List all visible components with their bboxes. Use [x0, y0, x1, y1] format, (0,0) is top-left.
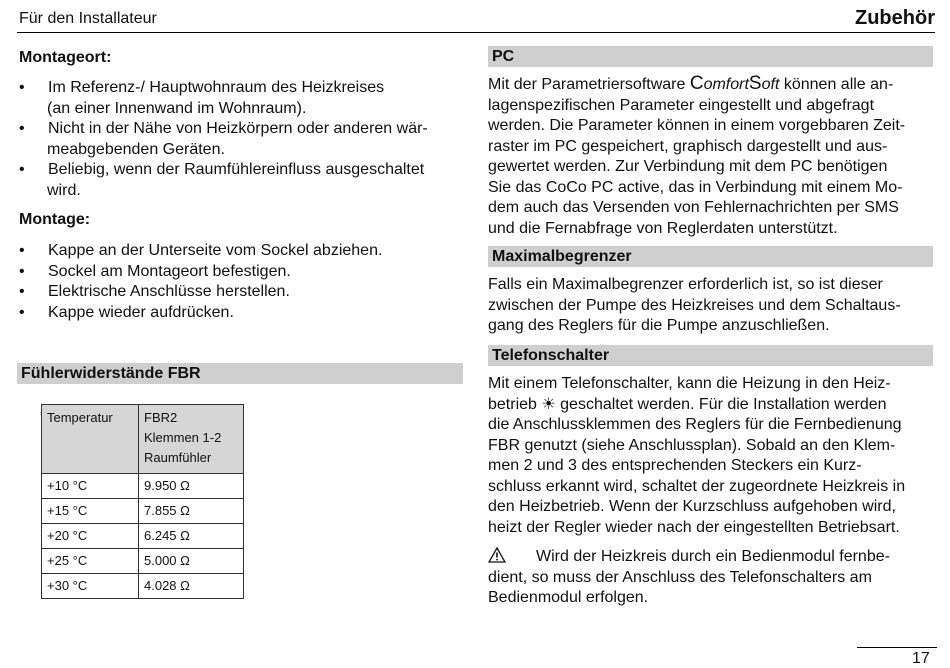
paragraph-line	[488, 547, 938, 568]
list-item-text: meabgebenden Geräten.	[47, 140, 225, 158]
table-cell: 4.028 Ω	[139, 574, 244, 599]
warning-note	[488, 547, 938, 609]
bullet-icon: •	[19, 303, 25, 321]
table-row	[42, 474, 244, 499]
paragraph-line: schluss erkannt wird, schaltet der zugeordnete Heizkreis in	[488, 477, 906, 495]
list-item-text: Kappe an der Unterseite vom Sockel abziehen.	[48, 242, 383, 259]
paragraph-line: men 2 und 3 des entsprechenden Steckers ein Kurz-	[488, 457, 862, 474]
table-cell: +20 °C	[42, 524, 139, 549]
list-item	[19, 160, 464, 201]
table-cell: 7.855 Ω	[139, 499, 244, 524]
fbr-section-heading: Fühlerwiderstände FBR	[17, 363, 463, 384]
table-row	[42, 499, 244, 524]
paragraph-line	[488, 74, 938, 96]
pc-paragraph	[488, 74, 938, 239]
telefonschalter-paragraph	[488, 374, 938, 538]
warning-text: Wird der Heizkreis durch ein Bedienmodul fernbe-	[536, 548, 890, 565]
bullet-icon: •	[19, 283, 25, 300]
paragraph-line: gewertet werden. Zur Verbindung mit dem PC benötigen	[488, 158, 888, 175]
brand-text: omfort	[703, 76, 749, 93]
bullet-icon: •	[19, 242, 25, 259]
table-header-row	[42, 405, 244, 474]
table-cell: +30 °C	[42, 574, 139, 599]
paragraph-line: raster im PC gespeichert, graphisch dargestellt und aus-	[488, 137, 888, 155]
list-item-text: Nicht in der Nähe von Heizkörpern oder anderen wär-	[48, 120, 428, 137]
paragraph-line: FBR genutzt (siehe Anschlussplan). Sobald an den Klem-	[488, 436, 896, 454]
table-row	[42, 524, 244, 549]
brand-text: oft	[761, 76, 780, 93]
maximalbegrenzer-section-heading: Maximalbegrenzer	[488, 246, 933, 267]
paragraph-line: dient, so muss der Anschluss des Telefonschalters am	[488, 568, 872, 586]
page-number: 17	[912, 650, 930, 667]
header-chapter-title: Zubehör	[855, 7, 935, 29]
table-cell: 5.000 Ω	[139, 549, 244, 574]
list-item	[19, 282, 464, 303]
pc-line-suffix: können alle an-	[779, 76, 894, 93]
table-row	[42, 574, 244, 599]
list-item-text: Im Referenz-/ Hauptwohnraum des Heizkreises	[48, 79, 385, 96]
paragraph-line: zwischen der Pumpe des Heizkreises und dem Schaltaus-	[488, 296, 901, 314]
table-header-line: Klemmen 1-2	[144, 430, 222, 445]
paragraph-line: Falls ein Maximalbegrenzer erforderlich ist, so ist dieser	[488, 276, 883, 293]
paragraph-line: die Anschlussklemmen des Reglers für die Fernbedienung	[488, 416, 902, 433]
paragraph-line: werden. Die Parameter können in einem vorgebbaren Zeit-	[488, 117, 906, 134]
header-section-title: Für den Installateur	[19, 10, 157, 27]
bullet-icon: •	[19, 262, 25, 280]
table-header-line: FBR2	[144, 410, 178, 425]
table-header-line: Raumfühler	[144, 450, 212, 465]
bullet-icon: •	[19, 120, 25, 137]
table-header-fbr2	[139, 405, 244, 474]
paragraph-line: Bedienmodul erfolgen.	[488, 589, 649, 606]
bullet-icon: •	[19, 161, 25, 178]
paragraph-line: heizt der Regler wieder nach der eingestellten Betriebsart.	[488, 518, 900, 536]
paragraph-line: Mit einem Telefonschalter, kann die Heizung in den Heiz-	[488, 375, 891, 392]
table-row	[42, 549, 244, 574]
table-cell: +15 °C	[42, 499, 139, 524]
table-cell: +10 °C	[42, 474, 139, 499]
pc-line-prefix: Mit der Parametriersoftware	[488, 76, 690, 93]
list-item-text: Sockel am Montageort befestigen.	[48, 262, 291, 280]
header-rule	[17, 32, 935, 33]
montage-list	[19, 241, 464, 323]
montage-heading: Montage:	[19, 211, 91, 228]
footer-rule	[857, 647, 937, 648]
brand-letter: C	[689, 73, 704, 94]
pc-section-heading: PC	[488, 46, 933, 67]
table-cell: 6.245 Ω	[139, 524, 244, 549]
paragraph-line: lagenspezifischen Parameter eingestellt und abgefragt	[488, 96, 875, 114]
paragraph-line: betrieb ☀ geschaltet werden. Für die Installation werden	[488, 395, 887, 413]
list-item	[19, 78, 464, 119]
paragraph-line: gang des Reglers für die Pumpe anzuschließen.	[488, 317, 830, 334]
list-item-text: Kappe wieder aufdrücken.	[48, 303, 234, 321]
telefonschalter-section-heading: Telefonschalter	[488, 345, 933, 366]
bullet-icon: •	[19, 79, 25, 96]
list-item	[19, 241, 464, 262]
table-header-temperature: Temperatur	[42, 405, 139, 474]
montageort-heading: Montageort:	[19, 49, 112, 66]
maximalbegrenzer-paragraph	[488, 275, 938, 337]
brand-letter: S	[748, 73, 762, 94]
paragraph-line: den Heizbetrieb. Wenn der Kurzschluss aufgehoben wird,	[488, 498, 896, 515]
list-item-text: wird.	[47, 181, 81, 199]
list-item	[19, 262, 464, 283]
paragraph-line: Sie das CoCo PC active, das in Verbindung mit einem Mo-	[488, 178, 903, 196]
list-item	[19, 119, 464, 160]
resistance-table	[41, 404, 244, 599]
list-item-text: (an einer Innenwand im Wohnraum).	[47, 99, 307, 117]
table-cell: 9.950 Ω	[139, 474, 244, 499]
montageort-list	[19, 78, 464, 201]
list-item-text: Elektrische Anschlüsse herstellen.	[48, 283, 290, 300]
comfortsoft-brand	[689, 73, 780, 94]
list-item-text: Beliebig, wenn der Raumfühlereinfluss ausgeschaltet	[48, 161, 425, 178]
list-item	[19, 303, 464, 324]
paragraph-line: und die Fernabfrage von Reglerdaten unterstützt.	[488, 219, 838, 237]
table-cell: +25 °C	[42, 549, 139, 574]
paragraph-line: dem auch das Versenden von Fehlernachrichten per SMS	[488, 199, 899, 216]
warning-triangle-icon	[488, 547, 506, 570]
